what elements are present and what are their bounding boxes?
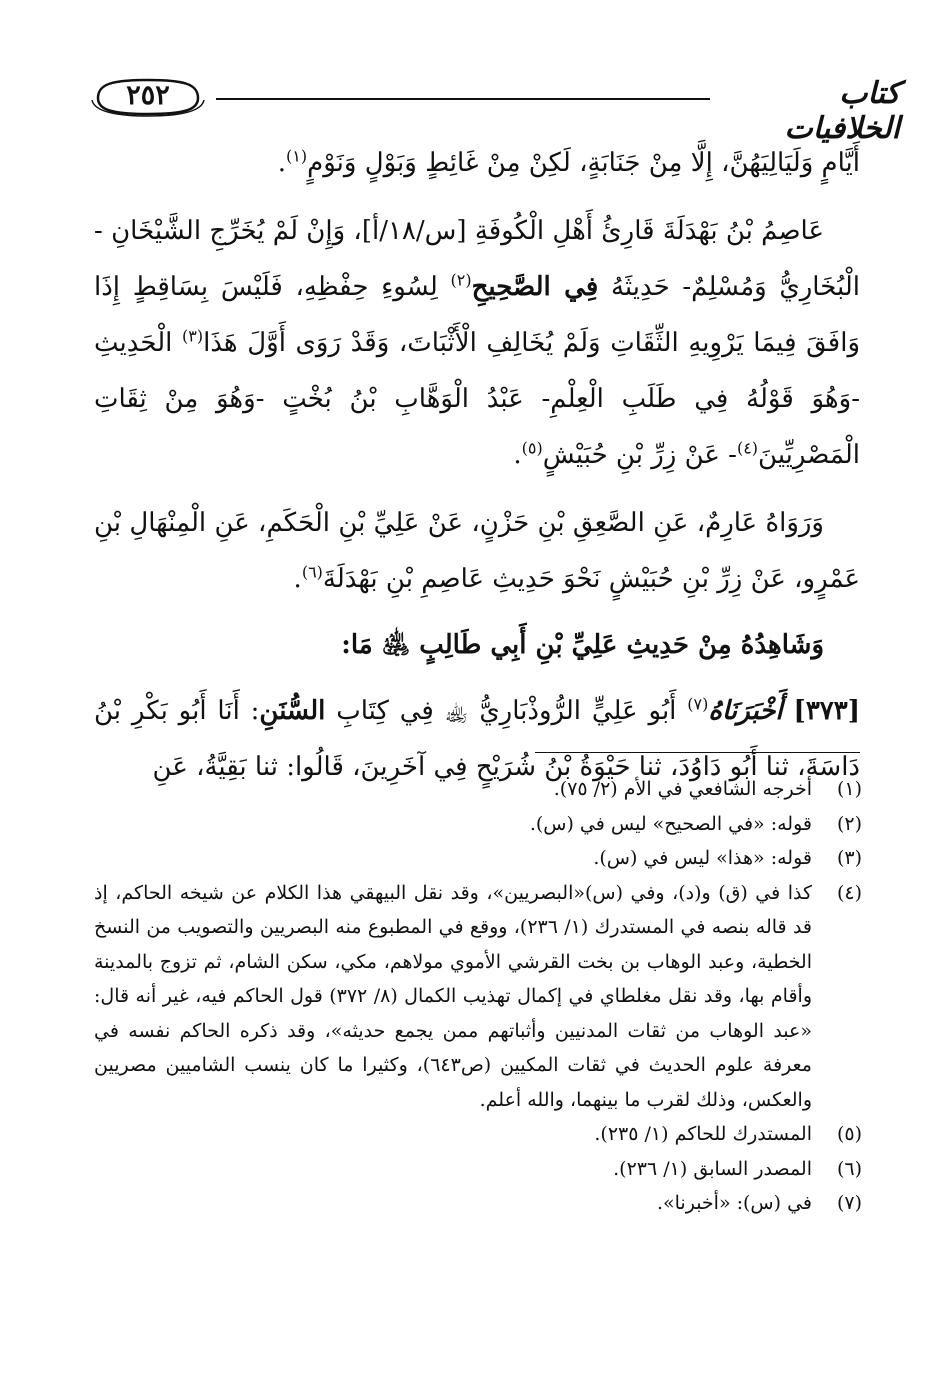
- hadith-text-b: : أَنَا أَبُو بَكْرِ بْنُ دَاسَةَ، ثنا أَبُو دَاوُدَ، ثنا حَيْوَةُ بْنُ شُرَيْحٍ فِي آخَرِينَ، قَالُوا: ثنا بَقِيَّةُ، عَنِ: [94, 696, 860, 782]
- page-number: ٢٥٢: [126, 80, 170, 111]
- p1-end: .: [277, 148, 287, 178]
- footnote-item: [94, 1186, 862, 1221]
- footnote-item: [94, 772, 862, 807]
- footnote-item: [94, 1117, 862, 1152]
- footnote-number: (٥): [836, 1123, 862, 1145]
- p3-text: وَرَوَاهُ عَارِمٌ، عَنِ الصَّعِقِ بْنِ حَزْنٍ، عَنْ عَلِيِّ بْنِ الْحَكَمِ، عَنِ الْمِنْهَالِ بْنِ عَمْرٍو، عَنْ زِرِّ بْنِ حُبَيْشٍ نَحْوَ حَدِيثِ عَاصِمِ بْنِ بَهْدَلَةَ: [94, 508, 860, 594]
- footnote-number: (٢): [836, 812, 862, 835]
- paragraph-2: [94, 203, 860, 483]
- footnote-number: (٣): [836, 847, 862, 869]
- main-text: [94, 135, 860, 795]
- header-divider: [216, 98, 710, 100]
- paragraph-1: [94, 135, 860, 191]
- p2-bold-sahih: فِي الصَّحِيحِ: [471, 272, 599, 302]
- footnote-number: (١): [836, 778, 862, 800]
- p1-text: أَيَّامٍ وَلَيَالِيَهُنَّ، إِلَّا مِنْ جَنَابَةٍ، لَكِنْ مِنْ غَائِطٍ وَبَوْلٍ وَنَوْمٍ: [307, 148, 860, 178]
- footnote-ref-3: (٣): [181, 326, 204, 346]
- page-number-badge: [90, 74, 206, 118]
- footnote-number: (٧): [836, 1192, 862, 1214]
- footnote-text: قوله: «في الصحيح» ليس في (س).: [529, 812, 812, 835]
- p2-text-d: - عَنْ زِرِّ بْنِ حُبَيْشٍ: [542, 440, 737, 470]
- hadith-sunan: السُّنَنِ: [259, 696, 326, 726]
- footnote-ref-6: (٦): [301, 562, 323, 582]
- p2-text-b: لِسُوءِ حِفْظِهِ، فَلَيْسَ بِسَاقِطٍ إِذَا وَافَقَ فِيمَا يَرْوِيهِ الثِّقَاتِ وَلَمْ يُخَالِفِ الْأَثْبَاتَ، وَقَدْ رَوَى أَوَّلَ هَذَا: [94, 272, 861, 358]
- book-title: كتاب الخلافيات: [784, 76, 900, 146]
- p2-text-c: الْحَدِيثِ -وَهُوَ قَوْلُهُ فِي طَلَبِ الْعِلْمِ- عَبْدُ الْوَهَّابِ بْنُ بُخْتٍ -وَهُوَ مِنْ ثِقَاتِ الْمَصْرِيِّينَ: [94, 328, 860, 470]
- footnote-item: [94, 1152, 862, 1187]
- p2-text-a: عَاصِمُ بْنُ بَهْدَلَةَ قَارِئُ أَهْلِ الْكُوفَةِ [س/١٨/أ]، وَإِنْ لَمْ يُخَرِّجِ الشَّيْخَانِ - الْبُخَارِيُّ وَمُسْلِمٌ- حَدِيثَهُ: [94, 216, 861, 302]
- hadith-number: [٣٧٣]: [793, 696, 861, 726]
- p2-end: .: [513, 440, 522, 470]
- footnote-text: كذا في (ق) و(د)، وفي (س)«البصريين»، وقد نقل البيهقي هذا الكلام عن شيخه الحاكم، إذ قد قاله بنصه في المستدرك (١/ ٢٣٦)، ووقع في المطبوع منه البصريين والتصويب من النسخ الخطية، وعبد الوهاب بن بخت القرشي الأموي مولاهم، مكي، سكن الشام، ثم تزوج بالمدينة وأقام بها، وقد نقل مغلطاي في إكمال تهذيب الكمال (٨/ ٣٧٢) قول الحاكم فيه، غير أنه قال: «عبد الوهاب من ثقات المدنيين وأثباتهم ممن يجمع حديثه»، وقد ذكره الحاكم نفسه في معرفة علوم الحديث في ثقات المكيين (ص٦٤٣)، وكثيرا ما كان ينسب الشاميين مصريين والعكس، وذلك لقرب ما بينهما، والله أعلم.: [94, 881, 812, 1111]
- footnote-divider: [535, 752, 860, 753]
- footnote-item: [94, 807, 862, 842]
- footnote-text: قوله: «هذا» ليس في (س).: [593, 847, 812, 869]
- footnote-ref-1: (١): [286, 146, 308, 166]
- paragraph-3: [94, 495, 860, 607]
- hadith-akhbarana: أَخْبَرَنَاهُ: [708, 696, 783, 726]
- footnote-text: المستدرك للحاكم (١/ ٢٣٥).: [594, 1123, 812, 1145]
- footnote-number: (٦): [836, 1157, 862, 1180]
- footnote-ref-5: (٥): [521, 438, 543, 458]
- footnote-ref-4: (٤): [736, 438, 759, 458]
- footnote-text: في (س): «أخبرنا».: [656, 1192, 812, 1214]
- footnote-text: المصدر السابق (١/ ٢٣٦).: [613, 1157, 812, 1180]
- footnote-item: [94, 841, 862, 876]
- footnotes: [94, 772, 862, 1221]
- footnote-item: [94, 876, 862, 1118]
- page-header: [90, 66, 900, 146]
- footnote-text: أخرجه الشافعي في الأم (٢/ ٧٥).: [553, 778, 812, 800]
- footnote-number: (٤): [836, 881, 862, 904]
- footnote-ref-2: (٢): [450, 270, 472, 290]
- p3-end: .: [293, 564, 302, 594]
- section-heading: وَشَاهِدُهُ مِنْ حَدِيثِ عَلِيِّ بْنِ أَبِي طَالِبٍ ﵁ مَا:: [341, 630, 824, 660]
- hadith-text-a: أَبُو عَلِيٍّ الرُّوذْبَارِيُّ ﵀ فِي كِتَابِ: [336, 696, 677, 726]
- footnote-ref-7: (٧): [687, 694, 709, 714]
